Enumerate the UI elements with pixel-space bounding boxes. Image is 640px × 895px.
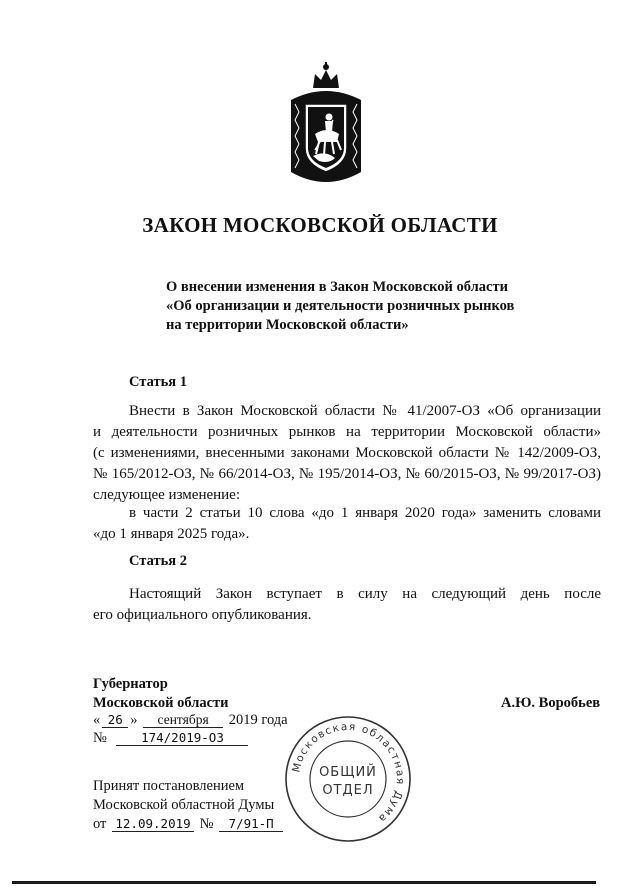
article-2-paragraph (93, 584, 601, 626)
signatory-name: А.Ю. Воробьев (501, 695, 601, 711)
paragraph-line: в части 2 статьи 10 слова «до 1 января 2020 года» заменить словами (129, 505, 601, 521)
adoption-line: Принят постановлением (93, 778, 245, 794)
paragraph-line: Внести в Закон Московской области № 41/2007-ОЗ «Об организации (129, 403, 601, 419)
stamp-center-line: ОТДЕЛ (322, 783, 374, 798)
bottom-rule (12, 881, 596, 884)
paragraph-line: (с изменениями, внесенными законами Московской области № 142/2009-ОЗ, (93, 445, 601, 461)
paragraph-line: № 165/2012-ОЗ, № 66/2014-ОЗ, № 195/2014-ОЗ, № 60/2015-ОЗ, № 99/2017-ОЗ) (93, 466, 601, 482)
date-day: 26 (102, 713, 128, 728)
law-subtitle (166, 278, 514, 335)
date-year: 2019 года (228, 712, 288, 728)
adoption-details (93, 815, 285, 834)
number-label: № (93, 730, 107, 746)
date-month: сентября (143, 713, 223, 728)
date-close-quote: » (130, 712, 138, 728)
law-title: ЗАКОН МОСКОВСКОЙ ОБЛАСТИ (142, 213, 498, 237)
signature-date (93, 711, 288, 730)
law-number (93, 729, 250, 748)
stamp-ring-text: Московская областная Дума (290, 720, 407, 826)
paragraph-line: Настоящий Закон вступает в силу на следующий день после (129, 586, 601, 602)
number-value: 174/2019-ОЗ (116, 731, 248, 746)
paragraph-line: и деятельности розничных рынков на территории Московской области» (93, 424, 601, 440)
adoption-block (93, 777, 285, 834)
stamp-center-line: ОБЩИЙ (319, 765, 377, 780)
coat-of-arms-icon (285, 60, 367, 192)
position-line: Губернатор (93, 676, 168, 692)
adoption-date: 12.09.2019 (112, 817, 194, 832)
signatory-position (93, 675, 229, 713)
stamp-seal (283, 714, 413, 844)
paragraph-line: его официального опубликования. (93, 607, 312, 623)
position-line: Московской области (93, 695, 229, 711)
article-1-paragraph-2 (93, 503, 601, 545)
paragraph-line: «до 1 января 2025 года». (93, 526, 250, 542)
adoption-number-label: № (199, 816, 214, 832)
subtitle-line: «Об организации и деятельности розничных рынков (166, 298, 515, 314)
article-2-heading: Статья 2 (129, 553, 187, 569)
article-1-heading: Статья 1 (129, 374, 187, 390)
article-1-paragraph-1 (93, 401, 601, 506)
date-open-quote: « (93, 712, 101, 728)
from-label: от (93, 816, 107, 832)
subtitle-line: О внесении изменения в Закон Московской области (166, 279, 508, 295)
adoption-number: 7/91-П (219, 817, 283, 832)
adoption-line: Московской областной Думы (93, 797, 275, 813)
subtitle-line: на территории Московской области» (166, 317, 409, 333)
paragraph-line: следующее изменение: (93, 487, 241, 503)
